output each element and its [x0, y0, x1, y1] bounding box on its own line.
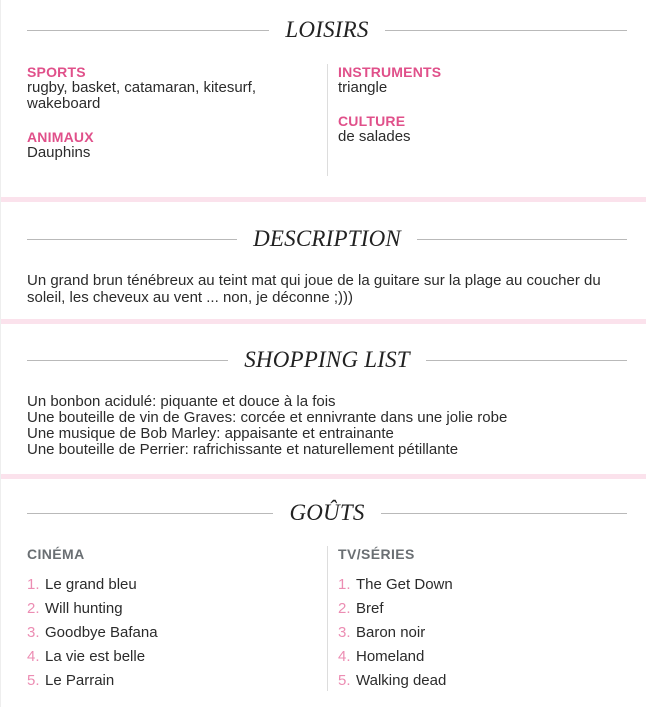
list-number: 2. — [338, 600, 351, 617]
heading-rule-right — [381, 513, 627, 514]
tv-column — [338, 546, 618, 696]
list-item — [27, 600, 312, 624]
sports-value: rugby, basket, catamaran, kitesurf, wakeboard — [27, 79, 256, 112]
list-item-text: Goodbye Bafana — [45, 624, 158, 641]
list-item — [27, 648, 312, 672]
list-number: 3. — [338, 624, 351, 641]
description-text: Un grand brun ténébreux au teint mat qui joue de la guitare sur la plage au coucher du soleil, les cheveux au vent ... non, je déconne ;))) — [27, 272, 601, 306]
gouts-section — [1, 479, 646, 707]
list-item — [338, 600, 618, 624]
gouts-heading — [27, 498, 627, 528]
list-item — [27, 624, 312, 648]
heading-rule-left — [27, 513, 273, 514]
loisirs-heading — [27, 15, 627, 45]
list-number: 4. — [27, 648, 40, 665]
list-number: 1. — [338, 576, 351, 593]
heading-rule-left — [27, 360, 228, 361]
shopping-title: SHOPPING LIST — [244, 347, 410, 372]
list-item-text: Bref — [356, 600, 384, 617]
list-number: 2. — [27, 600, 40, 617]
heading-rule-right — [385, 30, 627, 31]
list-item — [27, 576, 312, 600]
list-number: 5. — [338, 672, 351, 689]
loisirs-right-column — [338, 64, 618, 145]
list-item — [338, 672, 618, 696]
cinema-column — [27, 546, 312, 696]
heading-rule-left — [27, 239, 237, 240]
list-item — [338, 576, 618, 600]
shopping-section — [1, 324, 646, 474]
list-item-text: Walking dead — [356, 672, 447, 689]
list-item-text: Baron noir — [356, 624, 426, 641]
gouts-column-divider — [327, 546, 328, 691]
list-item-text: The Get Down — [356, 576, 453, 593]
cinema-label: CINÉMA — [27, 546, 85, 562]
shopping-item: Une bouteille de Perrier: rafrichissante et naturellement pétillante — [27, 441, 459, 458]
cinema-list — [27, 576, 312, 696]
heading-rule-right — [426, 360, 627, 361]
shopping-item: Un bonbon acidulé: piquante et douce à la fois — [27, 393, 336, 410]
heading-rule-right — [417, 239, 627, 240]
list-item — [338, 624, 618, 648]
loisirs-left-column — [27, 64, 312, 161]
loisirs-column-divider — [327, 64, 328, 176]
animaux-value: Dauphins — [27, 144, 91, 161]
list-number: 1. — [27, 576, 40, 593]
list-item-text: La vie est belle — [45, 648, 146, 665]
animaux-label: ANIMAUX — [27, 129, 94, 145]
list-item-text: Le grand bleu — [45, 576, 137, 593]
instruments-label: INSTRUMENTS — [338, 64, 442, 80]
list-number: 5. — [27, 672, 40, 689]
gouts-title: GOÛTS — [289, 500, 365, 525]
list-item-text: Le Parrain — [45, 672, 115, 689]
list-number: 4. — [338, 648, 351, 665]
list-item-text: Will hunting — [45, 600, 123, 617]
list-item — [338, 648, 618, 672]
loisirs-title: LOISIRS — [285, 17, 369, 42]
shopping-item: Une musique de Bob Marley: appaisante et entrainante — [27, 425, 394, 442]
list-number: 3. — [27, 624, 40, 641]
shopping-item: Une bouteille de vin de Graves: corcée et ennivrante dans une jolie robe — [27, 409, 508, 426]
culture-label: CULTURE — [338, 113, 406, 129]
shopping-list — [27, 394, 627, 458]
description-section — [1, 202, 646, 319]
description-title: DESCRIPTION — [253, 226, 401, 251]
tv-list — [338, 576, 618, 696]
tv-label: TV/SÉRIES — [338, 546, 415, 562]
list-item-text: Homeland — [356, 648, 425, 665]
list-item — [27, 672, 312, 696]
description-heading — [27, 224, 627, 254]
shopping-heading — [27, 345, 627, 375]
loisirs-section — [1, 0, 646, 197]
sports-label: SPORTS — [27, 64, 86, 80]
heading-rule-left — [27, 30, 269, 31]
instruments-value: triangle — [338, 79, 388, 96]
culture-value: de salades — [338, 128, 411, 145]
